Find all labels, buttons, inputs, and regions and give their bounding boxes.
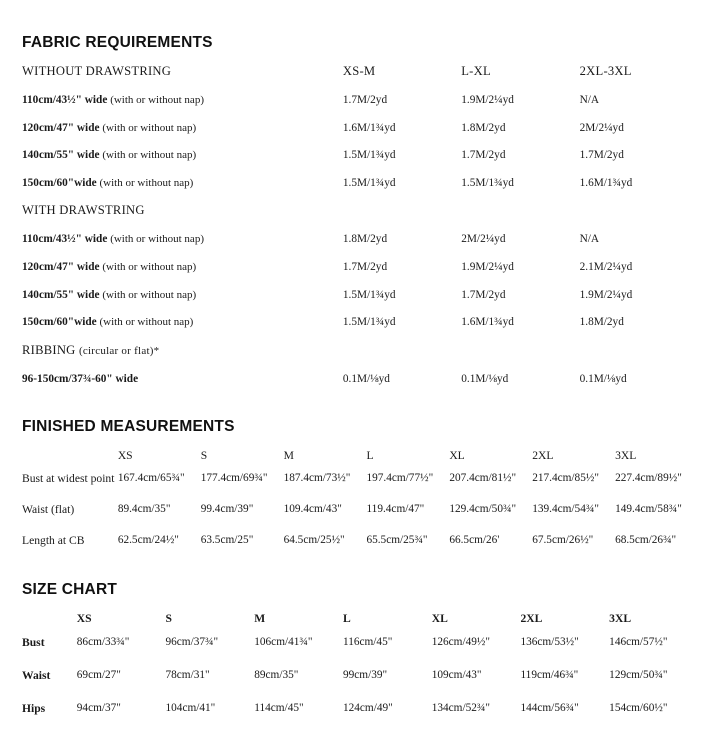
finished-measurements-section (22, 418, 698, 565)
sc-cell: 94cm/37" (76, 702, 121, 715)
fabric-cell: 1.7M/2yd (461, 288, 506, 301)
fabric-cell: 1.6M/1¾yd (342, 121, 396, 134)
fabric-cell: 2M/2¼yd (579, 121, 624, 134)
fabric-cell: 1.5M/1¾yd (342, 288, 396, 301)
fm-cell: 187.4cm/73½" (283, 472, 351, 485)
fabric-cell: 1.9M/2¼yd (461, 94, 514, 106)
fabric-cell: 1.5M/1¾yd (342, 316, 396, 329)
fm-cell: 197.4cm/77½" (366, 472, 434, 485)
fabric-cell: 0.1M/⅛yd (579, 372, 627, 385)
fabric-column-header: L-XL (461, 64, 491, 78)
fm-cell: 64.5cm/25½" (283, 534, 345, 547)
table-row (22, 261, 698, 289)
sc-column-header: L (342, 612, 351, 626)
table-row (22, 94, 698, 122)
table-row (22, 204, 698, 233)
table-row (22, 289, 698, 317)
table-row (22, 636, 698, 669)
fabric-cell: 1.6M/1¾yd (579, 176, 633, 189)
fabric-cell: 1.5M/1¾yd (342, 176, 396, 189)
sc-cell: 96cm/37¾" (165, 636, 219, 649)
sc-cell: 89cm/35" (254, 669, 299, 682)
sc-row-label: Waist (22, 669, 51, 683)
fm-cell: 63.5cm/25" (200, 534, 254, 547)
sc-column-header: XS (76, 612, 92, 626)
fabric-cell: 1.8M/2yd (342, 233, 388, 246)
fabric-cell: 0.1M/⅛yd (342, 372, 390, 385)
fabric-row-label: 120cm/47" wide (with or without nap) (22, 121, 197, 134)
fabric-cell: 1.7M/2yd (342, 260, 388, 273)
fabric-cell: 0.1M/⅛yd (461, 372, 509, 385)
table-row (22, 344, 698, 373)
fm-cell: 227.4cm/89½" (615, 472, 682, 485)
fabric-row-label: 120cm/47" wide (with or without nap) (22, 260, 197, 273)
fabric-row-label: 140cm/55" wide (with or without nap) (22, 149, 197, 162)
fm-cell: 68.5cm/26¾" (615, 534, 677, 547)
fm-column-header: 2XL (532, 449, 554, 463)
table-row (22, 177, 698, 205)
sc-cell: 136cm/53½" (520, 636, 579, 649)
fabric-cell: 2M/2¼yd (461, 233, 506, 246)
table-row (22, 472, 698, 503)
sc-cell: 126cm/49½" (431, 636, 490, 649)
finished-measurements-table (22, 449, 698, 565)
sc-cell: 109cm/43" (431, 669, 482, 682)
sc-cell: 86cm/33¾" (76, 636, 130, 649)
sc-cell: 99cm/39" (342, 669, 388, 682)
sc-row-label: Hips (22, 702, 46, 716)
fabric-group-heading: WITH DRAWSTRING (22, 203, 145, 218)
fabric-requirements-table (22, 65, 698, 400)
fm-column-header: L (366, 449, 374, 463)
size-chart-title: SIZE CHART (22, 581, 117, 599)
sc-cell: 78cm/31" (165, 669, 210, 682)
fabric-requirements-section (22, 34, 698, 400)
table-row (22, 612, 698, 636)
fabric-column-header: XS-M (342, 64, 376, 78)
fm-cell: 167.4cm/65¾" (117, 472, 185, 485)
fm-cell: 139.4cm/54¾" (532, 503, 599, 516)
sc-cell: 116cm/45" (342, 636, 393, 649)
sc-column-header: 3XL (609, 612, 632, 626)
table-row (22, 233, 698, 261)
fm-cell: 89.4cm/35" (117, 503, 171, 516)
sc-cell: 106cm/41¾" (254, 636, 313, 649)
sc-column-header: M (254, 612, 266, 626)
fabric-cell: 1.8M/2yd (579, 316, 624, 329)
fabric-column-header: 2XL-3XL (579, 64, 632, 78)
fm-column-header: 3XL (615, 449, 637, 463)
fm-cell: 149.4cm/58¾" (615, 503, 682, 516)
fabric-cell: 1.9M/2¼yd (461, 260, 514, 273)
fm-cell: 65.5cm/25¾" (366, 534, 428, 547)
fabric-row-label: 110cm/43½" wide (with or without nap) (22, 94, 204, 106)
fm-cell: 62.5cm/24½" (117, 534, 179, 547)
sc-cell: 114cm/45" (254, 702, 304, 715)
fm-column-header: XL (449, 449, 465, 463)
table-row (22, 373, 698, 401)
fm-column-header: S (200, 449, 208, 463)
sc-column-header: XL (431, 612, 448, 626)
fm-cell: 217.4cm/85½" (532, 472, 599, 485)
sc-cell: 154cm/60½" (609, 702, 668, 715)
sc-cell: 104cm/41" (165, 702, 216, 715)
fabric-cell: 1.7M/2yd (579, 149, 624, 162)
fabric-cell: N/A (579, 233, 600, 246)
sc-column-header: 2XL (520, 612, 543, 626)
fabric-cell: 1.9M/2¼yd (579, 288, 633, 301)
finished-measurements-title: FINISHED MEASUREMENTS (22, 418, 235, 436)
sc-cell: 69cm/27" (76, 669, 121, 682)
fm-cell: 99.4cm/39" (200, 503, 254, 516)
fm-column-header: M (283, 449, 294, 463)
table-row (22, 669, 698, 702)
table-row (22, 503, 698, 534)
fm-cell: 129.4cm/50¾" (449, 503, 517, 516)
table-row (22, 449, 698, 472)
sc-cell: 124cm/49" (342, 702, 393, 715)
fabric-row-label: 110cm/43½" wide (with or without nap) (22, 233, 204, 246)
sc-column-header: S (165, 612, 172, 626)
fabric-cell: 1.7M/2yd (342, 94, 388, 106)
sc-row-label: Bust (22, 636, 45, 650)
fm-cell: 207.4cm/81½" (449, 472, 517, 485)
fm-column-header: XS (117, 449, 133, 463)
fabric-cell: 1.8M/2yd (461, 121, 506, 134)
sc-cell: 119cm/46¾" (520, 669, 579, 682)
table-row (22, 122, 698, 150)
table-row (22, 702, 698, 735)
fabric-cell: N/A (579, 94, 600, 106)
sc-cell: 144cm/56¾" (520, 702, 579, 715)
fabric-row-label: 150cm/60"wide (with or without nap) (22, 316, 194, 329)
table-row (22, 149, 698, 177)
size-chart-section (22, 581, 698, 735)
fabric-group-heading: RIBBING (circular or flat)* (22, 342, 160, 357)
table-row (22, 65, 698, 94)
fm-cell: 177.4cm/69¾" (200, 472, 268, 485)
sc-cell: 129cm/50¾" (609, 669, 668, 682)
fabric-cell: 1.7M/2yd (461, 149, 506, 162)
fabric-row-label: 140cm/55" wide (with or without nap) (22, 288, 197, 301)
fabric-group-heading: WITHOUT DRAWSTRING (22, 64, 172, 78)
fabric-cell: 1.5M/1¾yd (461, 176, 514, 189)
fabric-row-label: 150cm/60"wide (with or without nap) (22, 176, 194, 189)
fm-cell: 119.4cm/47" (366, 503, 425, 516)
fm-cell: 67.5cm/26½" (532, 534, 594, 547)
fabric-cell: 1.5M/1¾yd (342, 149, 396, 162)
fm-cell: 66.5cm/26' (449, 534, 500, 547)
fabric-row-label: 96-150cm/37¾-60" wide (22, 372, 139, 385)
fabric-cell: 1.6M/1¾yd (461, 316, 514, 329)
sc-cell: 134cm/52¾" (431, 702, 490, 715)
size-chart-table (22, 612, 698, 735)
fm-row-label: Bust at widest point (22, 472, 115, 486)
fm-cell: 109.4cm/43" (283, 503, 342, 516)
table-row (22, 316, 698, 344)
fabric-requirements-title: FABRIC REQUIREMENTS (22, 34, 213, 51)
sc-cell: 146cm/57½" (609, 636, 668, 649)
fm-row-label: Length at CB (22, 534, 85, 548)
fm-row-label: Waist (flat) (22, 503, 75, 517)
table-row (22, 534, 698, 565)
fabric-cell: 2.1M/2¼yd (579, 260, 633, 273)
